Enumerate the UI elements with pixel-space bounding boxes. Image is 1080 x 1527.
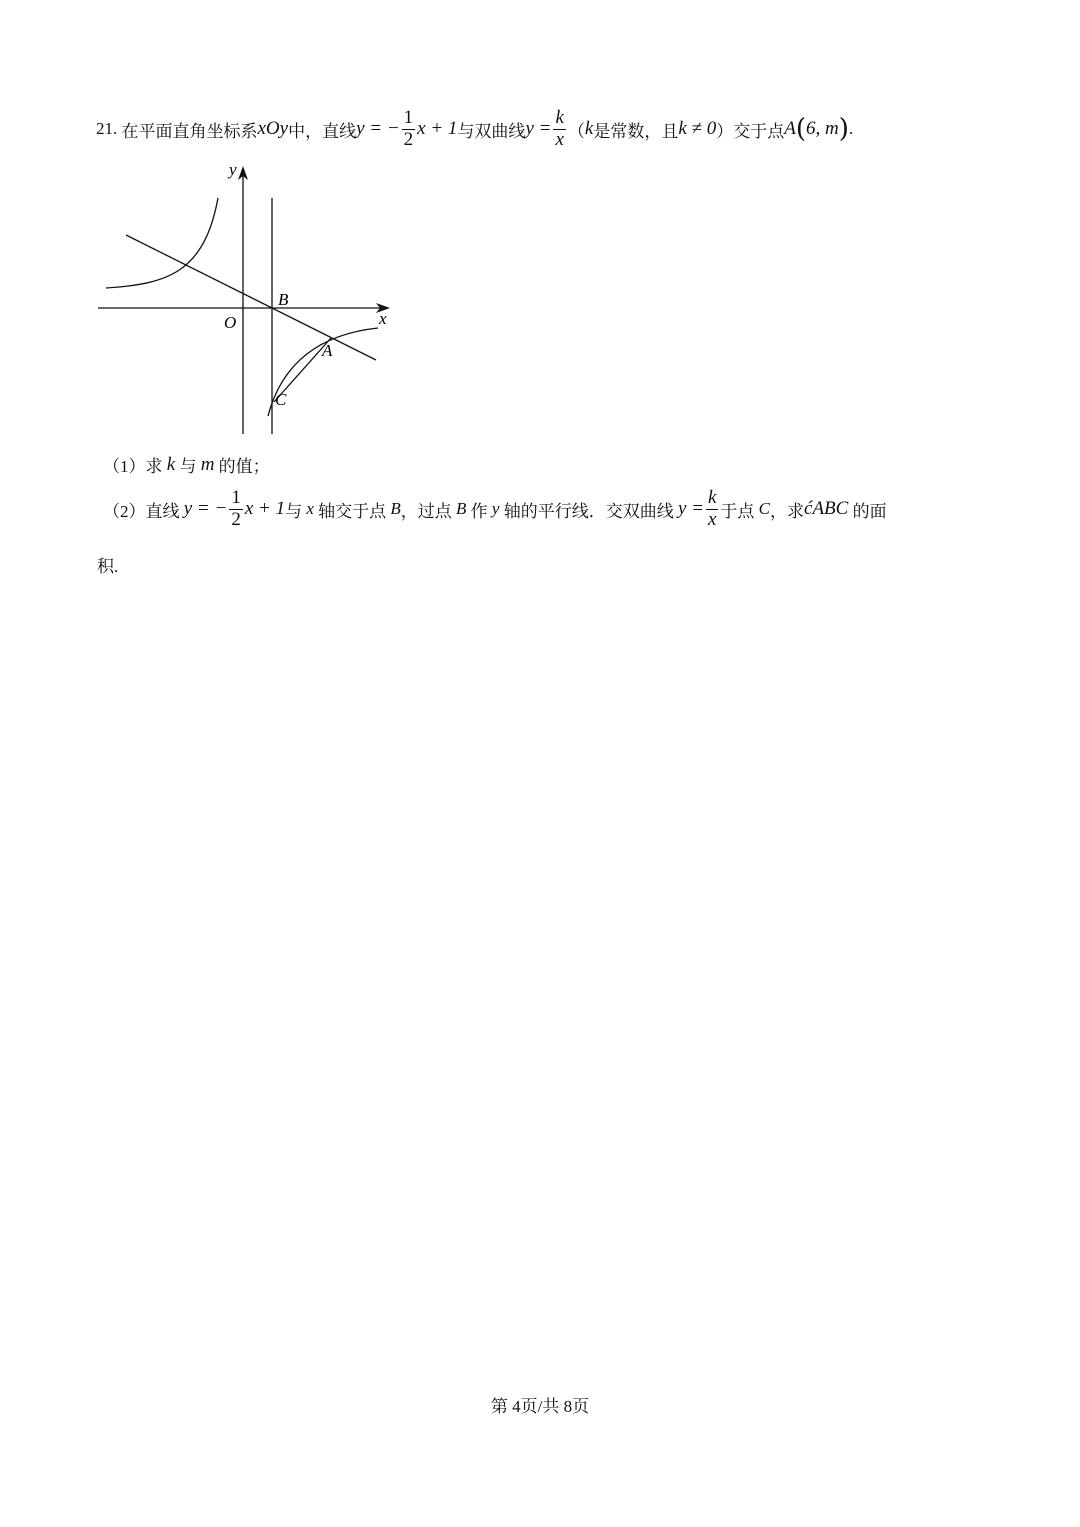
- straight-line: [126, 235, 376, 360]
- end-mark: .: [848, 119, 854, 139]
- part2-x: x: [306, 499, 314, 519]
- part2-t3: ，过点: [400, 501, 452, 521]
- cond-ineq: k ≠ 0: [678, 118, 717, 140]
- point-coords: 6, m: [805, 118, 839, 140]
- y-axis-label: y: [229, 160, 237, 179]
- part2-hyp-fraction: [706, 488, 718, 531]
- hyp-fraction: [553, 108, 565, 151]
- part2-label: （2）直线: [103, 501, 180, 521]
- coordinate-figure: [96, 158, 396, 440]
- part2-t5: 轴的平行线．交双曲线: [503, 501, 674, 521]
- cond-close: ）交于点: [716, 121, 785, 141]
- part2-b: B: [390, 499, 401, 519]
- part2-t7: ，求: [770, 501, 805, 521]
- part-2-continued: [97, 552, 118, 577]
- point-a-label: A: [322, 341, 333, 360]
- part2-c: C: [758, 499, 771, 519]
- part2-frac-den: 2: [231, 508, 241, 530]
- line-fraction: [402, 108, 416, 151]
- cond-k: k: [584, 118, 594, 140]
- part2-hyp-num: k: [707, 487, 717, 508]
- part1-label: （1）求: [103, 457, 163, 476]
- part2-t8: 的面: [852, 501, 887, 521]
- line-eq-left: y = −: [356, 118, 400, 140]
- origin-label: O: [224, 313, 237, 332]
- part2-line-fraction: [229, 488, 243, 531]
- point-name: A: [784, 118, 796, 140]
- part1-tail: 的值；: [218, 457, 270, 476]
- part-1: [103, 452, 270, 477]
- part2-t4: 作: [470, 501, 488, 521]
- stem-mid2: 与双曲线: [457, 121, 526, 141]
- part2-line-eq-right: x + 1: [244, 498, 286, 520]
- part2-y: y: [491, 499, 500, 519]
- line-frac-num: 1: [403, 107, 414, 128]
- part-2: [103, 488, 887, 531]
- coord-system: xOy: [257, 118, 289, 140]
- hyp-eq-left: y =: [525, 118, 552, 140]
- part2-hyp-den: x: [707, 508, 717, 530]
- cond-text: 是常数，且: [593, 121, 679, 141]
- part1-k: k: [166, 453, 176, 475]
- part2-t2: 轴交于点: [318, 501, 387, 521]
- question-stem: [96, 108, 853, 151]
- stem-prefix: 在平面直角坐标系: [121, 121, 258, 141]
- question-number: 21.: [96, 119, 118, 139]
- x-axis-label: x: [379, 309, 387, 328]
- part1-mid: 与: [179, 457, 197, 476]
- hyperbola-branch-left: [106, 198, 218, 288]
- cond-open: （: [567, 121, 585, 141]
- page-footer: 第 4页/共 8页: [490, 1397, 590, 1416]
- line-frac-den: 2: [403, 128, 414, 150]
- part2-triangle: ćABC: [804, 498, 849, 520]
- part2-line2: 积.: [97, 557, 119, 576]
- part2-t6: 于点: [720, 501, 755, 521]
- part2-frac-num: 1: [231, 487, 241, 508]
- close-paren: ): [838, 114, 849, 145]
- open-paren: (: [795, 114, 806, 145]
- part2-b2: B: [456, 499, 467, 519]
- line-eq-right: x + 1: [417, 118, 458, 140]
- part2-line-eq-left: y = −: [183, 498, 228, 520]
- point-b-label: B: [278, 290, 289, 309]
- hyp-frac-num: k: [555, 107, 564, 128]
- point-c-label: C: [275, 390, 287, 409]
- hyp-frac-den: x: [555, 128, 564, 150]
- part2-t1: 与: [285, 501, 303, 521]
- part1-m: m: [200, 453, 215, 475]
- stem-mid1: 中，直线: [288, 121, 357, 141]
- part2-hyp-left: y =: [677, 498, 704, 520]
